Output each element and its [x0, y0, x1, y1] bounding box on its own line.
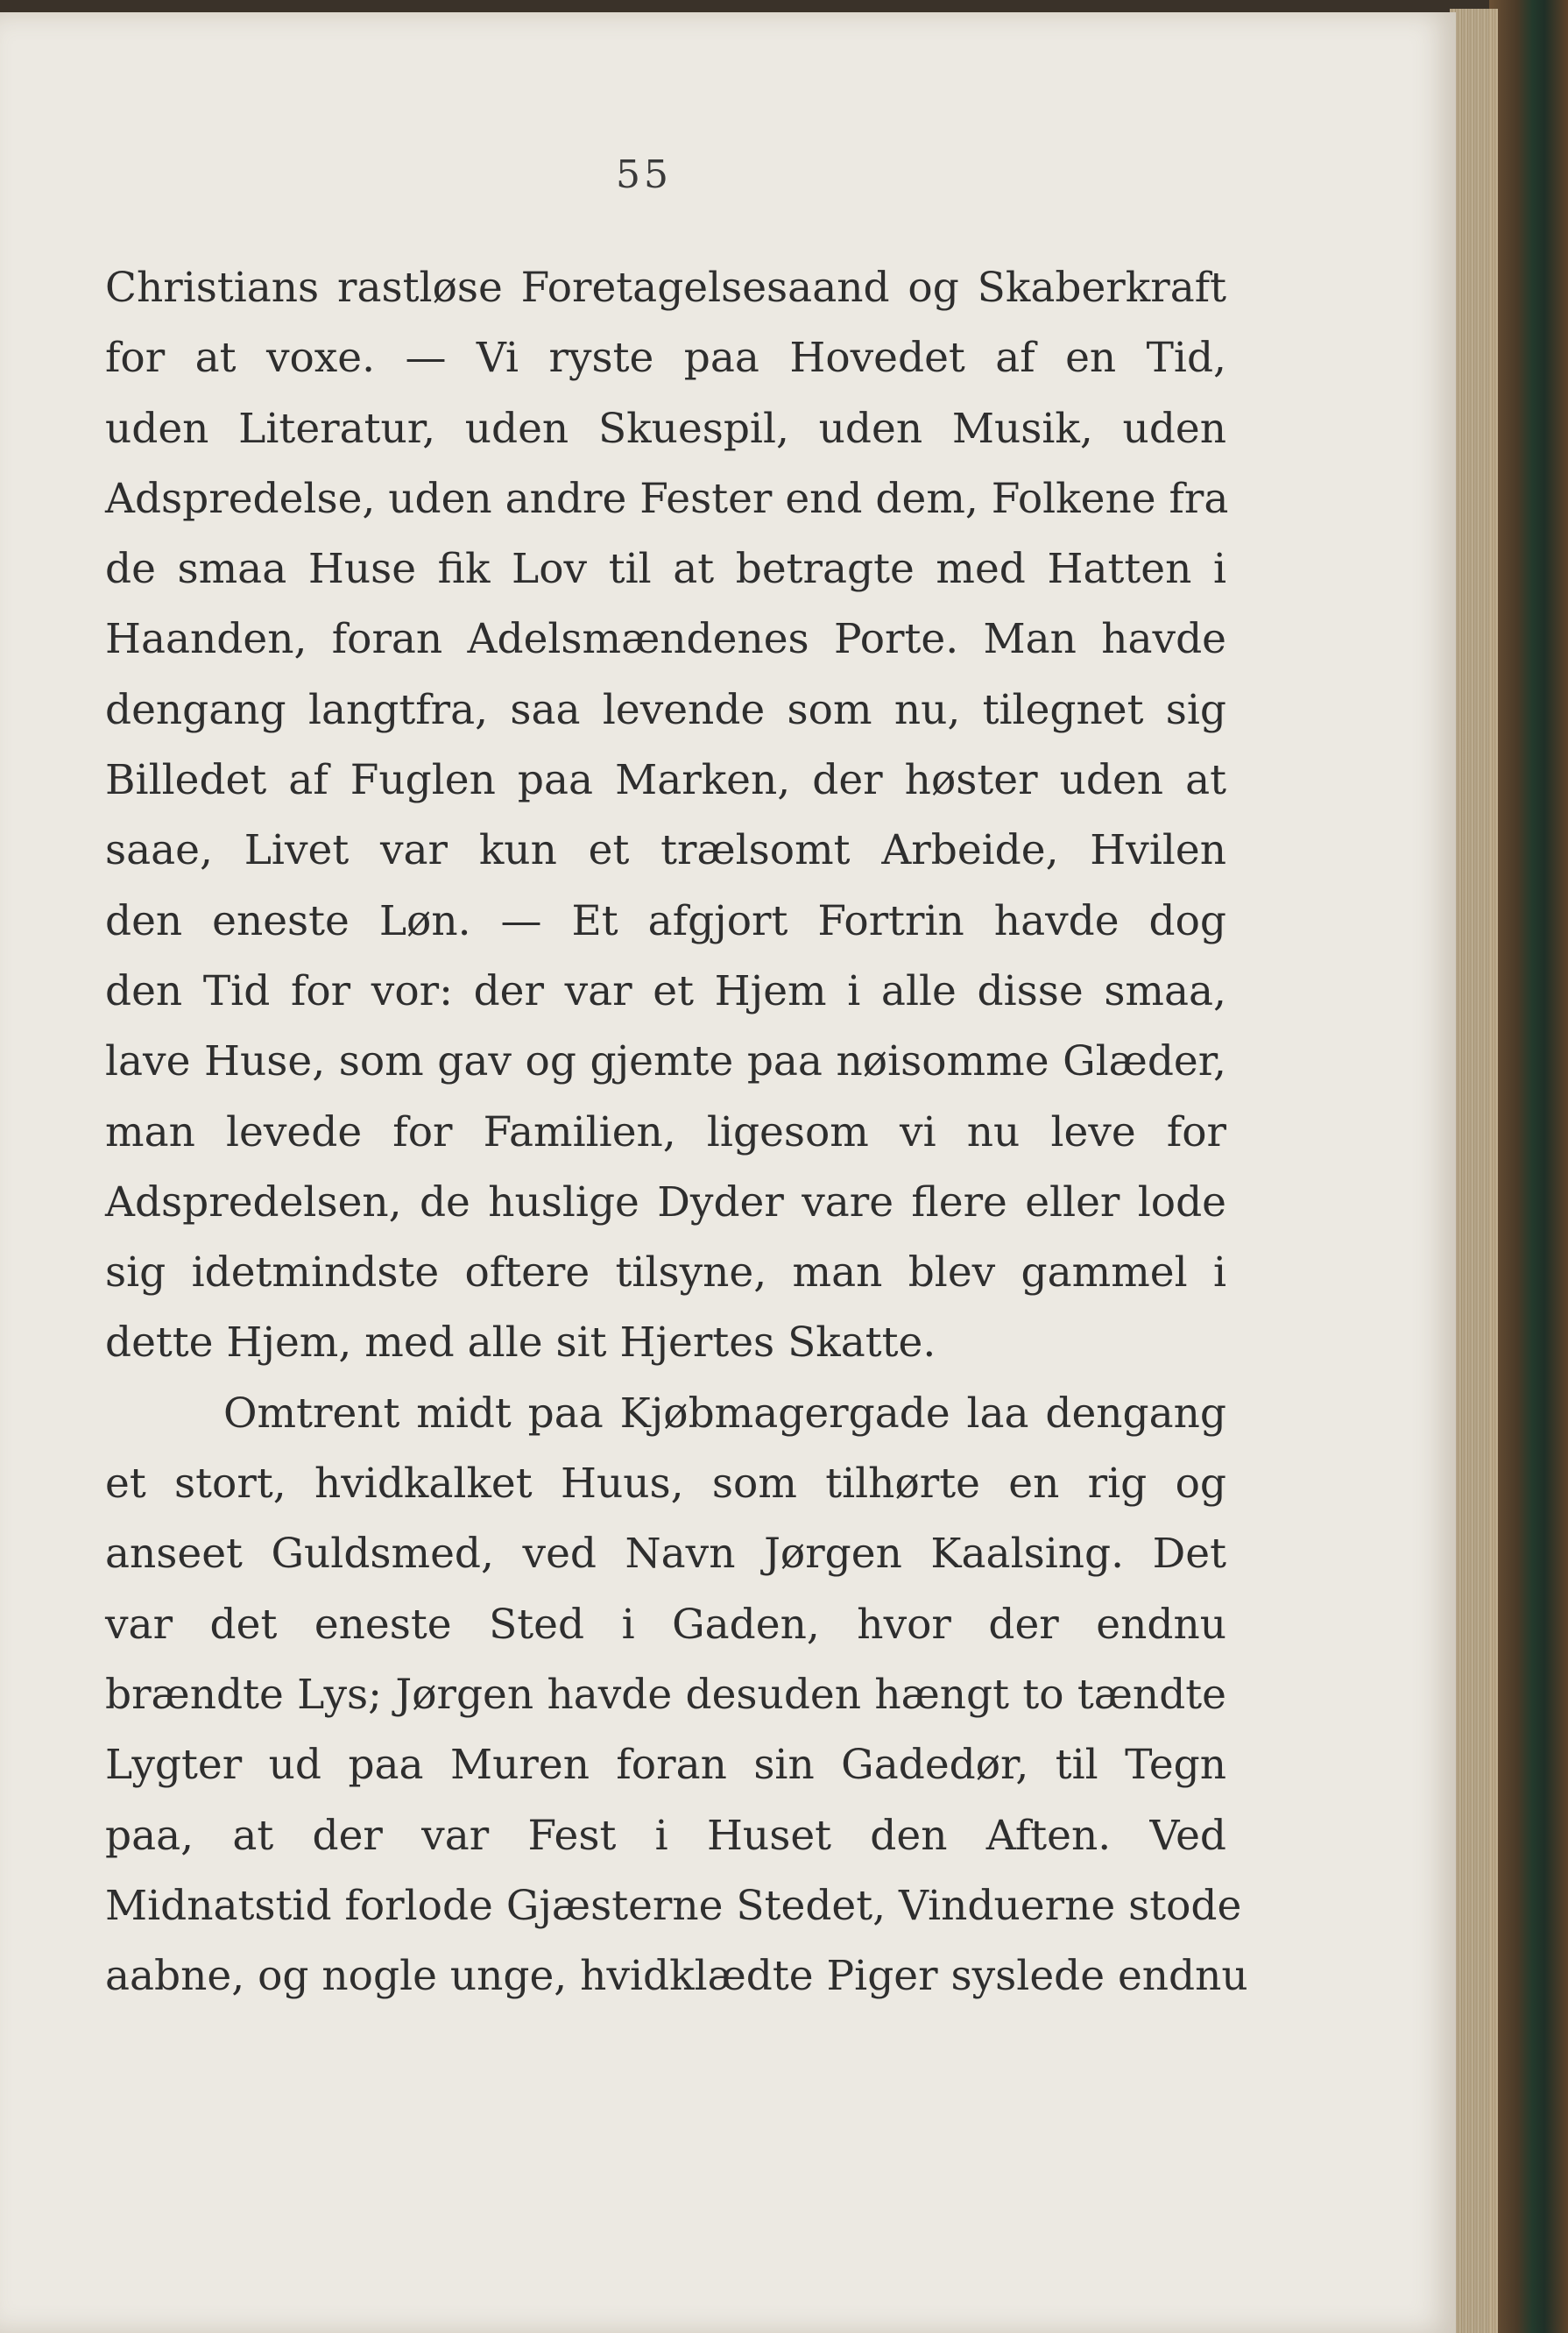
text-line: for at voxe. — Vi ryste paa Hovedet af en Tid, — [105, 334, 1226, 383]
text-line: lave Huse, som gav og gjemte paa nøisomme Glæder, — [105, 1037, 1226, 1086]
text-line: sig idetmindste oftere tilsyne, man blev gammel i — [105, 1248, 1226, 1297]
text-line: den Tid for vor: der var et Hjem i alle disse smaa, — [105, 966, 1226, 1015]
text-line: Adspredelse, uden andre Fester end dem, Folkene fra — [105, 474, 1229, 523]
text-line: brændte Lys; Jørgen havde desuden hængt to tændte — [105, 1670, 1226, 1719]
text-line: dengang langtfra, saa levende som nu, tilegnet sig — [105, 685, 1226, 734]
text-line: aabne, og nogle unge, hvidklædte Piger syslede endnu — [105, 1952, 1248, 2001]
text-line: Billedet af Fuglen paa Marken, der høster uden at — [105, 756, 1226, 805]
text-line: uden Literatur, uden Skuespil, uden Musik, uden — [105, 404, 1226, 453]
text-line: Omtrent midt paa Kjøbmagergade laa dengang — [223, 1389, 1226, 1438]
page-edges — [1450, 9, 1498, 2333]
book-cover-edge — [1489, 0, 1568, 2333]
page-sheet — [0, 12, 1456, 2333]
body-text — [105, 253, 1248, 2011]
text-line: paa, at der var Fest i Huset den Aften. Ved — [105, 1811, 1226, 1860]
text-line: anseet Guldsmed, ved Navn Jørgen Kaalsing. Det — [105, 1530, 1226, 1579]
text-line: Adspredelsen, de huslige Dyder vare flere eller lode — [105, 1177, 1226, 1227]
text-line: Haanden, foran Adelsmændenes Porte. Man havde — [105, 615, 1226, 664]
text-line: de smaa Huse fik Lov til at betragte med Hatten i — [105, 545, 1226, 594]
text-line: Christians rastløse Foretagelsesaand og Skaberkraft — [105, 264, 1226, 312]
text-line: et stort, hvidkalket Huus, som tilhørte en rig og — [105, 1460, 1226, 1509]
page-number: 55 — [616, 152, 672, 197]
text-line: var det eneste Sted i Gaden, hvor der endnu — [105, 1600, 1226, 1649]
text-line: Lygter ud paa Muren foran sin Gadedør, til Tegn — [105, 1741, 1226, 1790]
text-line: den eneste Løn. — Et afgjort Fortrin havde dog — [105, 896, 1226, 945]
text-line: Midnatstid forlode Gjæsterne Stedet, Vinduerne stode — [105, 1881, 1242, 1930]
text-line: saae, Livet var kun et trælsomt Arbeide, Hvilen — [105, 826, 1226, 875]
text-line: dette Hjem, med alle sit Hjertes Skatte. — [105, 1318, 936, 1368]
text-line: man levede for Familien, ligesom vi nu leve for — [105, 1107, 1226, 1156]
